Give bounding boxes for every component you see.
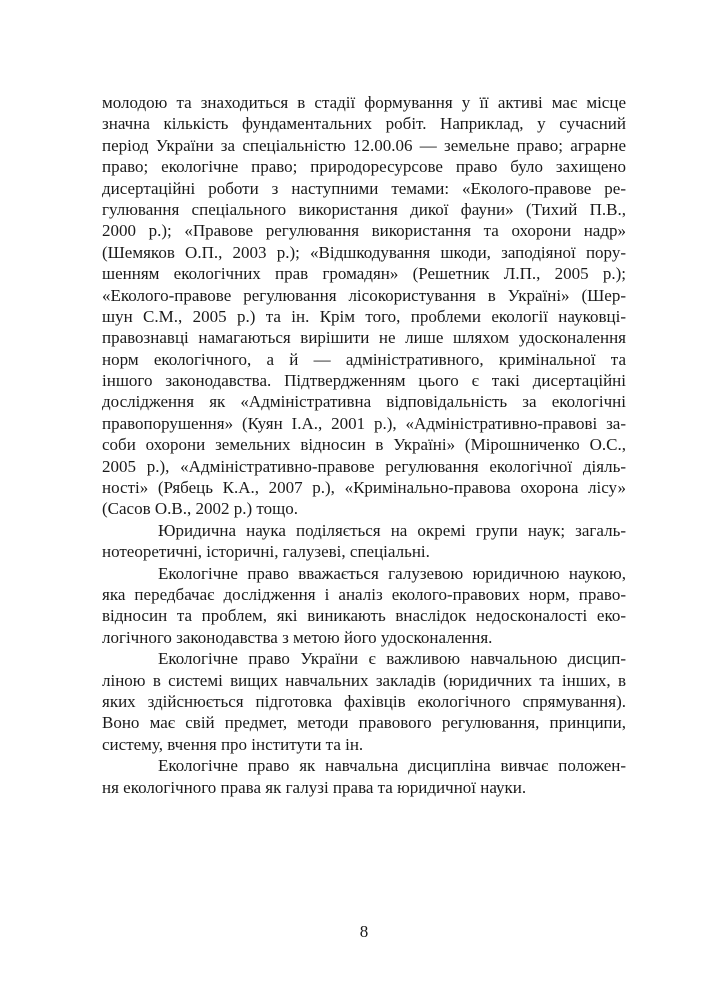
text-line: молодою та знаходиться в стадії формування у її активі має місце xyxy=(102,93,626,112)
paragraph xyxy=(102,92,626,520)
text-line: іншого законодавства. Підтвердженням цього є такі дисертаційні xyxy=(102,371,626,391)
text-line: дослідження як «Адміністративна відповідальність за екологічні xyxy=(102,392,626,412)
text-line: Екологічне право вважається галузевою юридичною наукою, xyxy=(158,563,626,583)
text-line: 2000 р.); «Правове регулювання використання та охорони надр» xyxy=(102,221,626,241)
text-line: шенням екологічних прав громадян» (Решетник Л.П., 2005 р.); xyxy=(102,264,626,284)
text-line: Юридична наука поділяється на окремі групи наук; загаль- xyxy=(158,520,626,540)
text-line: систему, вчення про інститути та ін. xyxy=(102,734,364,754)
body-text xyxy=(102,92,626,798)
text-line: правознавці намагаються вирішити не лише шляхом удосконалення xyxy=(102,328,626,348)
paragraph xyxy=(102,520,626,563)
text-line: Екологічне право України є важливою навчальною дисцип- xyxy=(158,649,626,669)
text-line: яка передбачає дослідження і аналіз еколого-правових норм, право- xyxy=(102,584,626,604)
text-line: «Еколого-правове регулювання лісокористування в Україні» (Шер- xyxy=(102,285,626,305)
text-line: ліною в системі вищих навчальних закладів (юридичних та інших, в xyxy=(102,670,626,690)
text-line: Воно має свій предмет, методи правового регулювання, принципи, xyxy=(102,713,626,733)
text-line: ності» (Рябець К.А., 2007 р.), «Кримінально-правова охорона лісу» xyxy=(102,478,626,498)
text-line: право; екологічне право; природоресурсове право було захищено xyxy=(102,157,626,177)
text-line: значна кількість фундаментальних робіт. Наприклад, у сучасний xyxy=(102,114,626,134)
text-line: Екологічне право як навчальна дисципліна вивчає положен- xyxy=(158,756,626,776)
text-line: (Шемяков О.П., 2003 р.); «Відшкодування шкоди, заподіяної пору- xyxy=(102,242,626,262)
text-line: правопорушення» (Куян І.А., 2001 р.), «Адміністративно-правові за- xyxy=(102,413,626,433)
text-line: логічного законодавства з метою його удосконалення. xyxy=(102,627,493,647)
text-line: 2005 р.), «Адміністративно-правове регулювання екологічної діяль- xyxy=(102,456,626,476)
text-line: соби охорони земельних відносин в Україні» (Мірошниченко О.С., xyxy=(102,435,626,455)
text-line: відносин та проблем, які виникають внаслідок недосконалості еко- xyxy=(102,606,626,626)
text-line: яких здійснюється підготовка фахівців екологічного спрямування). xyxy=(102,691,626,711)
text-line: нотеоретичні, історичні, галузеві, спеціальні. xyxy=(102,542,430,562)
text-line: дисертаційні роботи з наступними темами: «Еколого-правове ре- xyxy=(102,178,626,198)
text-line: гулювання спеціального використання дикої фауни» (Тихий П.В., xyxy=(102,199,626,219)
paragraph xyxy=(102,648,626,755)
paragraph xyxy=(102,755,626,798)
text-line: ня екологічного права як галузі права та юридичної науки. xyxy=(102,777,527,797)
text-line: норм екологічного, а й — адміністративного, кримінальної та xyxy=(102,349,626,369)
page-number: 8 xyxy=(359,922,369,941)
text-line: (Сасов О.В., 2002 р.) тощо. xyxy=(102,499,298,519)
text-line: період України за спеціальністю 12.00.06 — земельне право; аграрне xyxy=(102,135,626,155)
text-line: шун С.М., 2005 р.) та ін. Крім того, проблеми екології науковці- xyxy=(102,306,626,326)
paragraph xyxy=(102,563,626,649)
